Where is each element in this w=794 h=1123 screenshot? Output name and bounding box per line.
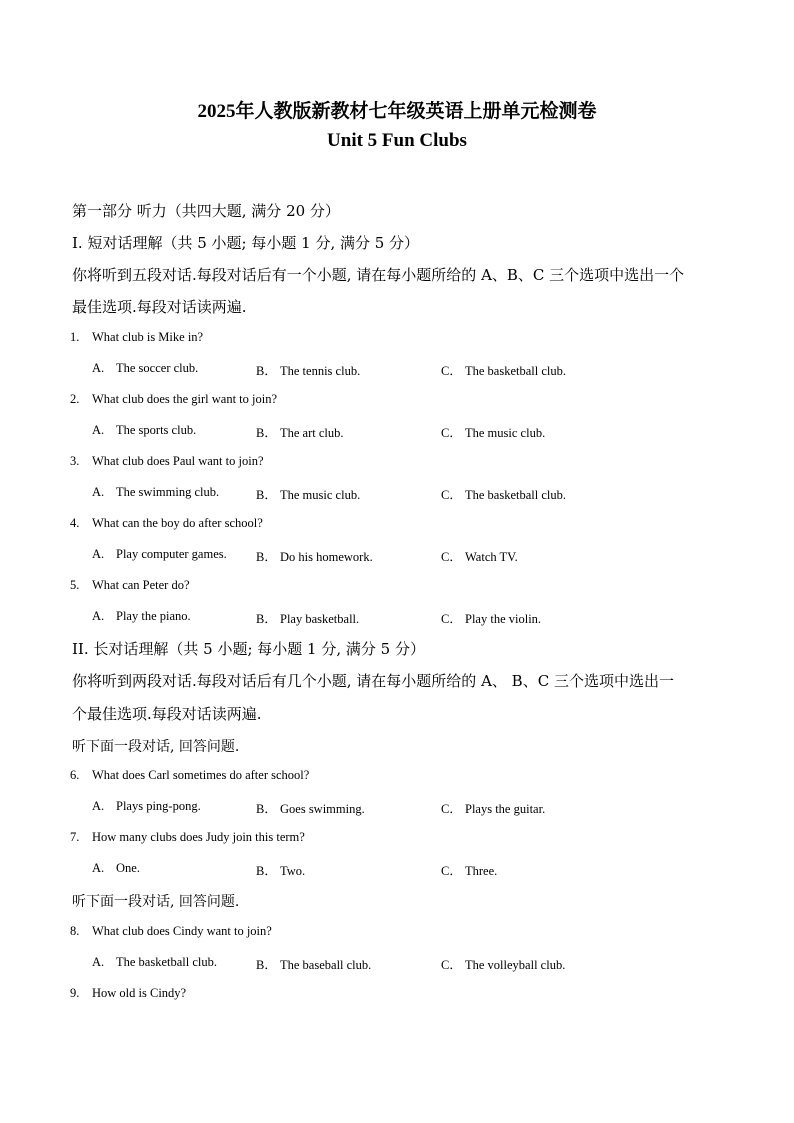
option-a (92, 485, 219, 500)
question-text: What does Carl sometimes do after school? (92, 768, 310, 782)
option-letter: A. (92, 485, 105, 499)
question (70, 768, 309, 783)
option-b (256, 955, 371, 973)
option-letter: B． (256, 364, 277, 378)
option-letter: B． (256, 550, 277, 564)
option-a (92, 955, 217, 970)
question (70, 986, 186, 1001)
page-title: 2025年人教版新教材七年级英语上册单元检测卷 (197, 101, 597, 122)
option-a (92, 547, 227, 562)
option-letter: A. (92, 361, 105, 375)
option-text: Play basketball. (280, 612, 360, 626)
option-text: Do his homework. (280, 550, 373, 564)
option-text: Play the violin. (465, 612, 542, 626)
option-letter: B． (256, 488, 277, 502)
question (70, 330, 203, 345)
option-letter: C． (441, 612, 462, 626)
option-text: Play computer games. (116, 547, 227, 561)
option-text: The tennis club. (280, 364, 361, 378)
question-number: 5. (70, 578, 80, 592)
question (70, 578, 190, 593)
option-c (441, 423, 545, 441)
option-a (92, 861, 140, 876)
option-c (441, 485, 566, 503)
option-letter: C． (441, 550, 462, 564)
option-text: The music club. (280, 488, 361, 502)
question-text: What club is Mike in? (92, 330, 204, 344)
option-letter: C． (441, 864, 462, 878)
question-text: How many clubs does Judy join this term? (92, 830, 305, 844)
option-letter: C． (441, 426, 462, 440)
option-text: The swimming club. (116, 485, 220, 499)
option-c (441, 955, 565, 973)
option-text: Play the piano. (116, 609, 191, 623)
option-letter: C． (441, 364, 462, 378)
option-text: Three. (465, 864, 498, 878)
option-a (92, 423, 196, 438)
page-subtitle: Unit 5 Fun Clubs (327, 130, 467, 151)
question (70, 516, 263, 531)
question-text: How old is Cindy? (92, 986, 187, 1000)
option-letter: C． (441, 488, 462, 502)
question (70, 454, 264, 469)
question-number: 6. (70, 768, 80, 782)
option-text: Plays ping-pong. (116, 799, 201, 813)
section2-heading: II. 长对话理解（共 5 小题; 每小题 1 分, 满分 5 分） (72, 640, 425, 658)
question (70, 924, 272, 939)
option-c (441, 547, 518, 565)
question-number: 7. (70, 830, 80, 844)
option-letter: A. (92, 861, 105, 875)
option-b (256, 485, 360, 503)
question (70, 392, 277, 407)
option-letter: B． (256, 958, 277, 972)
option-text: Two. (280, 864, 306, 878)
question-number: 2. (70, 392, 80, 406)
option-text: The volleyball club. (465, 958, 566, 972)
section2-instruction: 你将听到两段对话.每段对话后有几个小题, 请在每小题所给的 A、 B、C 三个选项中选出一 (72, 672, 674, 690)
option-c (441, 361, 566, 379)
option-letter: A. (92, 955, 105, 969)
option-text: The baseball club. (280, 958, 372, 972)
option-letter: C． (441, 802, 462, 816)
option-a (92, 609, 191, 624)
option-letter: B． (256, 612, 277, 626)
part1-heading: 第一部分 听力（共四大题, 满分 20 分） (72, 202, 340, 220)
question-text: What club does the girl want to join? (92, 392, 278, 406)
option-b (256, 609, 359, 627)
section1-instruction: 你将听到五段对话.每段对话后有一个小题, 请在每小题所给的 A、B、C 三个选项中选出一个 (72, 266, 685, 284)
question-number: 8. (70, 924, 80, 938)
option-letter: B． (256, 802, 277, 816)
option-text: One. (116, 861, 140, 875)
option-a (92, 361, 198, 376)
option-letter: A. (92, 423, 105, 437)
question-text: What can the boy do after school? (92, 516, 263, 530)
option-letter: B． (256, 426, 277, 440)
dialog-prompt: 听下面一段对话, 回答问题. (72, 739, 240, 755)
option-c (441, 861, 497, 879)
section1-heading: I. 短对话理解（共 5 小题; 每小题 1 分, 满分 5 分） (72, 234, 420, 252)
option-a (92, 799, 201, 814)
question-number: 4. (70, 516, 80, 530)
option-text: The basketball club. (116, 955, 218, 969)
option-text: The sports club. (116, 423, 197, 437)
question-number: 3. (70, 454, 80, 468)
question-text: What club does Cindy want to join? (92, 924, 272, 938)
option-text: The soccer club. (116, 361, 199, 375)
section2-instruction-cont: 个最佳选项.每段对话读两遍. (72, 705, 262, 723)
question-number: 9. (70, 986, 80, 1000)
option-b (256, 861, 305, 879)
option-text: The basketball club. (465, 364, 567, 378)
option-text: Plays the guitar. (465, 802, 546, 816)
option-text: The music club. (465, 426, 546, 440)
option-text: The art club. (280, 426, 344, 440)
option-b (256, 547, 373, 565)
option-c (441, 799, 545, 817)
option-letter: C． (441, 958, 462, 972)
option-letter: A. (92, 609, 105, 623)
option-text: The basketball club. (465, 488, 567, 502)
dialog-prompt: 听下面一段对话, 回答问题. (72, 894, 240, 910)
option-c (441, 609, 541, 627)
option-letter: B． (256, 864, 277, 878)
question-text: What club does Paul want to join? (92, 454, 264, 468)
question-text: What can Peter do? (92, 578, 190, 592)
option-b (256, 423, 344, 441)
option-b (256, 361, 360, 379)
question-number: 1. (70, 330, 80, 344)
option-letter: A. (92, 799, 105, 813)
section1-instruction-cont: 最佳选项.每段对话读两遍. (72, 298, 247, 316)
question (70, 830, 305, 845)
option-letter: A. (92, 547, 105, 561)
option-text: Watch TV. (465, 550, 518, 564)
option-b (256, 799, 365, 817)
option-text: Goes swimming. (280, 802, 365, 816)
